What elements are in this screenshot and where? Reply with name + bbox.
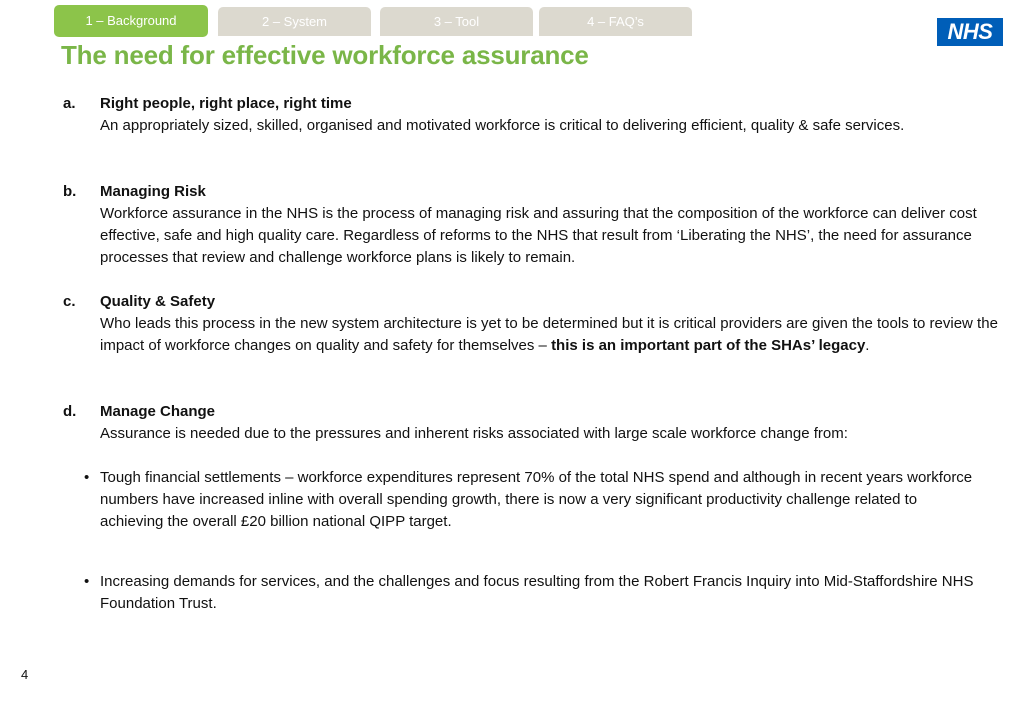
section-quality-safety — [63, 291, 998, 357]
tab-system[interactable]: 2 – System — [218, 7, 371, 36]
bullet-item — [84, 467, 974, 533]
tab-tool[interactable]: 3 – Tool — [380, 7, 533, 36]
bullet-text: Tough financial settlements – workforce expenditures represent 70% of the total NHS spend and although in recent years workforce numbers have increased inline with overall spending growth, there is now a very significant productivity challenge related to achieving the overall £20 billion national QIPP target. — [100, 469, 973, 530]
section-heading: Manage Change — [100, 403, 216, 420]
section-text: Assurance is needed due to the pressures and inherent risks associated with large scale workforce change from: — [100, 425, 848, 442]
section-bold-text: this is an important part of the SHAs’ legacy — [551, 337, 866, 354]
section-letter: b. — [63, 183, 77, 200]
section-end-text: . — [865, 337, 870, 354]
section-heading: Right people, right place, right time — [100, 95, 352, 112]
section-letter: c. — [63, 293, 76, 310]
section-text: An appropriately sized, skilled, organised and motivated workforce is critical to delivering efficient, quality & safe services. — [100, 117, 905, 134]
nhs-logo — [937, 18, 1003, 46]
bullet-icon: • — [84, 469, 90, 486]
section-right-people — [63, 93, 998, 137]
section-letter: a. — [63, 95, 76, 112]
bullet-item — [84, 571, 974, 615]
tab-background[interactable]: 1 – Background — [54, 5, 208, 37]
page-number: 4 — [21, 667, 29, 682]
section-managing-risk — [63, 181, 998, 269]
nhs-logo-text: NHS — [947, 19, 993, 44]
bullet-icon: • — [84, 573, 90, 590]
section-heading: Quality & Safety — [100, 293, 216, 310]
tab-faqs[interactable]: 4 – FAQ’s — [539, 7, 692, 36]
section-heading: Managing Risk — [100, 183, 206, 200]
page-title: The need for effective workforce assurance — [61, 40, 589, 70]
section-letter: d. — [63, 403, 77, 420]
section-text: Workforce assurance in the NHS is the process of managing risk and assuring that the composition of the workforce can deliver cost effective, safe and high quality care. Regardless of reforms to the NHS that result from ‘Liberating the NHS’, the need for assurance processes that review and challenge workforce plans is likely to remain. — [100, 205, 977, 266]
bullet-text: Increasing demands for services, and the challenges and focus resulting from the Robert Francis Inquiry into Mid-Staffordshire NHS Foundation Trust. — [100, 573, 974, 612]
section-text: Who leads this process in the new system architecture is yet to be determined but it is critical providers are given the tools to review the impact of workforce changes on quality and safety for themselves – — [100, 315, 998, 354]
section-manage-change — [63, 401, 998, 445]
